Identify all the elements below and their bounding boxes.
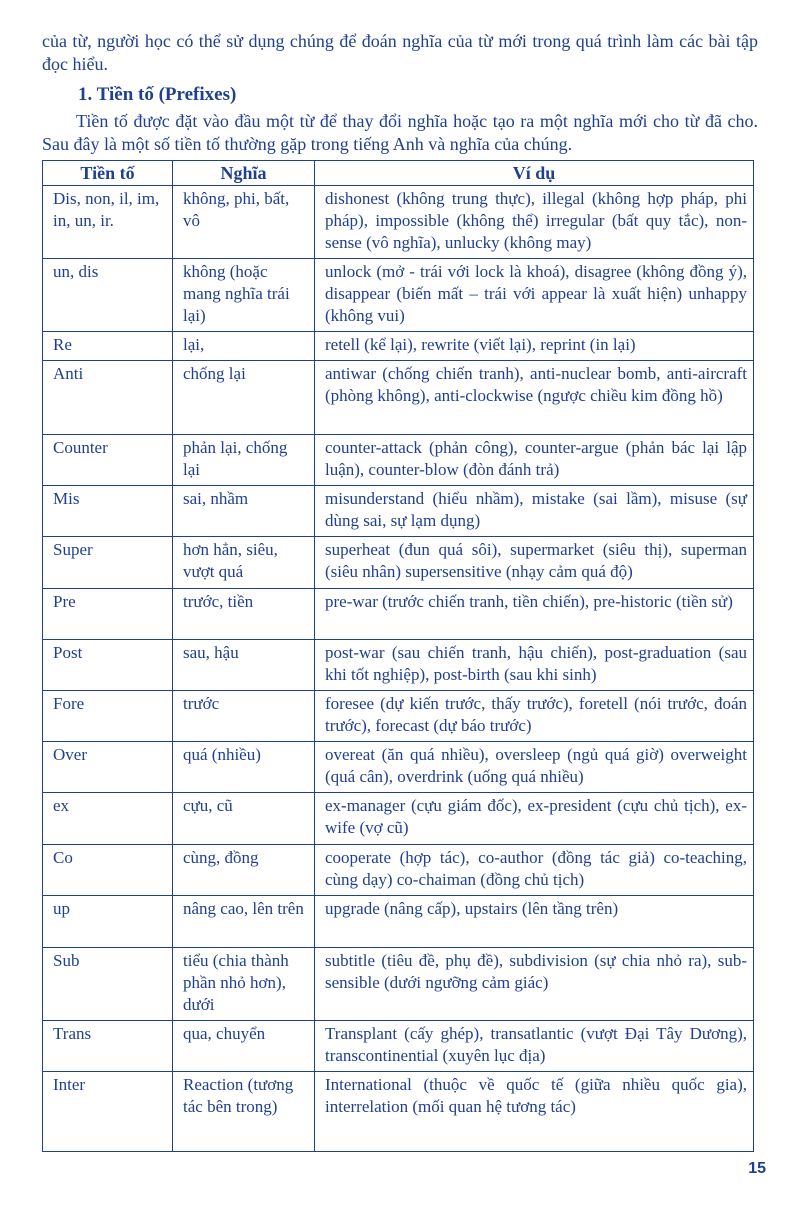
header-example: Ví dụ (315, 161, 754, 186)
header-meaning: Nghĩa (173, 161, 315, 186)
prefix-cell: Fore (43, 691, 173, 742)
meaning-cell: cựu, cũ (173, 793, 315, 845)
meaning-cell: lại, (173, 332, 315, 361)
table-row (43, 435, 754, 486)
meaning-cell: quá (nhiều) (173, 742, 315, 793)
table-row (43, 537, 754, 589)
meaning-cell: chống lại (173, 361, 315, 435)
prefix-cell: Over (43, 742, 173, 793)
example-cell: post-war (sau chiến tranh, hậu chiến), post-graduation (sau khi tốt nghiệp), post-birth (sau khi sinh) (315, 640, 754, 691)
prefix-cell: Sub (43, 948, 173, 1021)
table-row (43, 259, 754, 332)
example-cell: misunderstand (hiểu nhầm), mistake (sai lầm), misuse (sự dùng sai, sự lạm dụng) (315, 486, 754, 537)
table-row (43, 793, 754, 845)
table-row (43, 186, 754, 259)
table-row (43, 1072, 754, 1152)
table-row (43, 742, 754, 793)
prefix-cell: Counter (43, 435, 173, 486)
prefix-table (42, 160, 754, 1152)
section-paragraph: Tiền tố được đặt vào đầu một từ để thay đổi nghĩa hoặc tạo ra một nghĩa mới cho từ đã cho. Sau đây là một số tiền tố thường gặp trong tiếng Anh và nghĩa của chúng. (42, 111, 758, 154)
intro-text: của từ, người học có thể sử dụng chúng để đoán nghĩa của từ mới trong quá trình làm các bài tập đọc hiểu. (42, 31, 758, 74)
prefix-cell: Dis, non, il, im, in, un, ir. (43, 186, 173, 259)
example-cell: ex-manager (cựu giám đốc), ex-president (cựu chủ tịch), ex-wife (vợ cũ) (315, 793, 754, 845)
prefix-cell: ex (43, 793, 173, 845)
example-cell: pre-war (trước chiến tranh, tiền chiến), pre-historic (tiền sử) (315, 589, 754, 640)
meaning-cell: tiểu (chia thành phần nhỏ hơn), dưới (173, 948, 315, 1021)
example-cell: unlock (mở - trái với lock là khoá), disagree (không đồng ý), disappear (biến mất – trái với appear là xuất hiện) unhappy (không vui) (315, 259, 754, 332)
prefix-cell: Re (43, 332, 173, 361)
prefix-cell: Trans (43, 1021, 173, 1072)
meaning-cell: không (hoặc mang nghĩa trái lại) (173, 259, 315, 332)
prefix-cell: Super (43, 537, 173, 589)
table-body (43, 186, 754, 1152)
prefix-cell: Pre (43, 589, 173, 640)
meaning-cell: sai, nhầm (173, 486, 315, 537)
example-cell: counter-attack (phản công), counter-argue (phản bác lại lập luận), counter-blow (đòn đánh trả) (315, 435, 754, 486)
table-row (43, 948, 754, 1021)
section-heading: 1. Tiền tố (Prefixes) (78, 84, 237, 105)
page-number: 15 (748, 1160, 766, 1177)
example-cell: upgrade (nâng cấp), upstairs (lên tầng trên) (315, 896, 754, 948)
example-cell: subtitle (tiêu đề, phụ đề), subdivision (sự chia nhỏ ra), sub-sensible (dưới ngưỡng cảm giác) (315, 948, 754, 1021)
table-row (43, 361, 754, 435)
example-cell: foresee (dự kiến trước, thấy trước), foretell (nói trước, đoán trước), forecast (dự báo trước) (315, 691, 754, 742)
example-cell: dishonest (không trung thực), illegal (không hợp pháp, phi pháp), impossible (không thể) irregular (bất quy tắc), non-sense (vô nghĩa), unlucky (không may) (315, 186, 754, 259)
example-cell: antiwar (chống chiến tranh), anti-nuclear bomb, anti-aircraft (phòng không), anti-clockwise (ngược chiều kim đồng hồ) (315, 361, 754, 435)
table-row (43, 589, 754, 640)
meaning-cell: qua, chuyển (173, 1021, 315, 1072)
meaning-cell: không, phi, bất, vô (173, 186, 315, 259)
meaning-cell: Reaction (tương tác bên trong) (173, 1072, 315, 1152)
table-row (43, 691, 754, 742)
meaning-cell: cùng, đồng (173, 845, 315, 896)
table-row (43, 1021, 754, 1072)
example-cell: Transplant (cấy ghép), transatlantic (vượt Đại Tây Dương), transcontinential (xuyên lục địa) (315, 1021, 754, 1072)
table-row (43, 332, 754, 361)
example-cell: retell (kể lại), rewrite (viết lại), reprint (in lại) (315, 332, 754, 361)
meaning-cell: hơn hẳn, siêu, vượt quá (173, 537, 315, 589)
meaning-cell: trước (173, 691, 315, 742)
table-row (43, 486, 754, 537)
example-cell: overeat (ăn quá nhiều), oversleep (ngủ quá giờ) overweight (quá cân), overdrink (uống quá nhiều) (315, 742, 754, 793)
meaning-cell: sau, hậu (173, 640, 315, 691)
header-prefix: Tiền tố (43, 161, 173, 186)
prefix-cell: up (43, 896, 173, 948)
example-cell: superheat (đun quá sôi), supermarket (siêu thị), superman (siêu nhân) supersensitive (nhạy cảm quá độ) (315, 537, 754, 589)
example-cell: cooperate (hợp tác), co-author (đồng tác giả) co-teaching, cùng dạy) co-chaiman (đồng chủ tịch) (315, 845, 754, 896)
table-row (43, 896, 754, 948)
table-row (43, 640, 754, 691)
meaning-cell: nâng cao, lên trên (173, 896, 315, 948)
table-row (43, 845, 754, 896)
prefix-cell: Co (43, 845, 173, 896)
example-cell: International (thuộc về quốc tế (giữa nhiều quốc gia), interrelation (mối quan hệ tương tác) (315, 1072, 754, 1152)
meaning-cell: trước, tiền (173, 589, 315, 640)
table-header-row (43, 161, 754, 186)
prefix-cell: Inter (43, 1072, 173, 1152)
prefix-cell: Mis (43, 486, 173, 537)
meaning-cell: phản lại, chống lại (173, 435, 315, 486)
prefix-cell: Anti (43, 361, 173, 435)
prefix-cell: Post (43, 640, 173, 691)
prefix-cell: un, dis (43, 259, 173, 332)
